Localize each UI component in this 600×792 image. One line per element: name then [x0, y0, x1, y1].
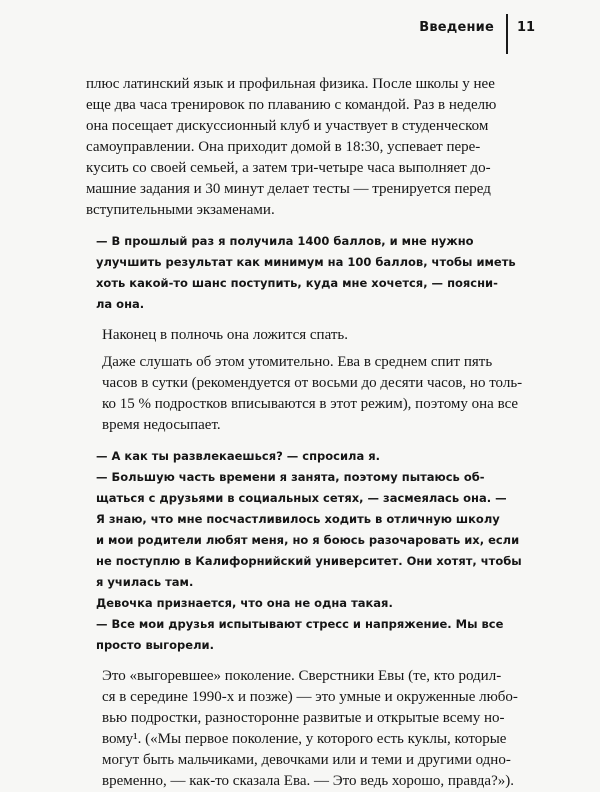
page-body-text: [86, 74, 523, 792]
text-line: временно, — как-то сказала Ева. — Это ведь хорошо, правда?»).: [102, 773, 514, 789]
text-line: часов в сутки (рекомендуется от восьми до десяти часов, но толь-: [102, 375, 523, 391]
text-line: ся в середине 1990-х и позже) — это умные и окруженные любо-: [102, 689, 518, 705]
text-line: машние задания и 30 минут делает тесты — тренируется перед: [86, 181, 491, 197]
text-line: и мои родители любят меня, но я боюсь разочаровать их, если: [96, 533, 520, 547]
text-line: вью подростки, разносторонне развитые и открытые всему но-: [102, 710, 505, 726]
text-line: я училась там.: [96, 575, 194, 589]
text-paragraph: [86, 352, 523, 436]
text-line: время недосыпает.: [102, 417, 221, 433]
text-line: — В прошлый раз я получила 1400 баллов, и мне нужно: [96, 234, 474, 248]
text-line: просто выгорели.: [96, 638, 214, 652]
text-line: хоть какой-то шанс поступить, куда мне хочется, — поясни-: [96, 276, 498, 290]
text-paragraph: [86, 74, 498, 221]
text-line: самоуправлении. Она приходит домой в 18:30, успевает пере-: [86, 139, 481, 155]
text-line: кусить со своей семьей, а затем три-четыре часа выполняет до-: [86, 160, 491, 176]
text-line: плюс латинский язык и профильная физика. После школы у нее: [86, 76, 495, 92]
text-line: Это «выгоревшее» поколение. Сверстники Евы (те, кто родил-: [102, 668, 502, 684]
header-divider: [506, 14, 508, 54]
dialogue-paragraph: [86, 231, 516, 315]
text-line: не поступлю в Калифорнийский университет. Они хотят, чтобы: [96, 554, 522, 568]
text-line: ла она.: [96, 297, 145, 311]
text-line: Девочка признается, что она не одна такая.: [96, 596, 393, 610]
text-line: вступительными экзаменами.: [86, 202, 275, 218]
text-line: ко 15 % подростков вписываются в этот режим), поэтому она все: [102, 396, 519, 412]
text-line: вому¹. («Мы первое поколение, у которого есть куклы, которые: [102, 731, 507, 747]
text-line: Я знаю, что мне посчастливилось ходить в отличную школу: [96, 512, 500, 526]
text-line: улучшить результат как минимум на 100 баллов, чтобы иметь: [96, 255, 516, 269]
text-line: Даже слушать об этом утомительно. Ева в среднем спит пять: [102, 354, 493, 370]
text-line: Наконец в полночь она ложится спать.: [102, 327, 348, 343]
text-line: еще два часа тренировок по плаванию с командой. Раз в неделю: [86, 97, 497, 113]
text-line: она посещает дискуссионный клуб и участвует в студенческом: [86, 118, 489, 134]
text-line: — Большую часть времени я занята, поэтому пытаюсь об-: [96, 470, 485, 484]
running-header-title: Введение: [419, 20, 494, 35]
text-line: щаться с друзьями в социальных сетях, — засмеялась она. —: [96, 491, 507, 505]
text-line: — А как ты развлекаешься? — спросила я.: [96, 449, 380, 463]
text-paragraph: [86, 325, 498, 346]
page-number: 11: [517, 20, 536, 35]
text-line: — Все мои друзья испытывают стресс и напряжение. Мы все: [96, 617, 504, 631]
text-paragraph: [86, 666, 518, 792]
dialogue-paragraph: [86, 446, 522, 656]
text-line: могут быть мальчиками, девочками или и теми и другими одно-: [102, 752, 511, 768]
